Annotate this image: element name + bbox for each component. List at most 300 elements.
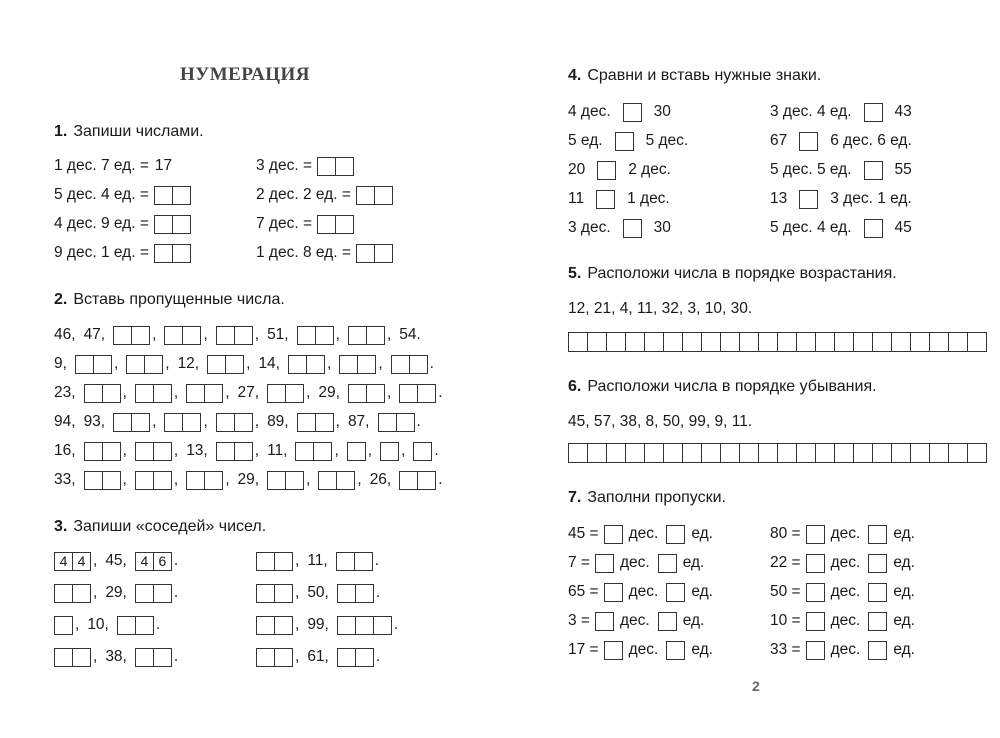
task-3-punct: , — [75, 616, 80, 633]
answer-cell[interactable] — [374, 245, 392, 262]
strip-cell[interactable] — [758, 333, 777, 351]
answer-cell[interactable] — [338, 617, 355, 634]
answer-box[interactable] — [216, 442, 253, 461]
answer-cell[interactable] — [313, 443, 331, 460]
answer-cell[interactable] — [153, 585, 171, 602]
answer-cell[interactable] — [348, 443, 365, 460]
answer-cell[interactable] — [187, 472, 204, 489]
answer-cell[interactable] — [355, 585, 373, 602]
task-1-right-column — [256, 155, 393, 264]
answer-cell[interactable] — [396, 414, 414, 431]
answer-cell[interactable] — [366, 385, 384, 402]
answer-box[interactable] — [391, 355, 428, 374]
answer-cell[interactable] — [306, 356, 324, 373]
answer-cell[interactable] — [869, 613, 886, 630]
answer-box[interactable] — [399, 471, 436, 490]
answer-box[interactable] — [868, 554, 887, 573]
answer-box[interactable] — [806, 612, 825, 631]
answer-box[interactable] — [806, 554, 825, 573]
answer-cell[interactable] — [55, 585, 72, 602]
strip-cell[interactable] — [682, 333, 701, 351]
strip-cell[interactable] — [587, 444, 606, 462]
answer-cell[interactable] — [131, 414, 149, 431]
answer-cell[interactable] — [225, 356, 243, 373]
answer-cell[interactable] — [136, 649, 153, 666]
answer-cell[interactable] — [153, 649, 171, 666]
answer-cell[interactable] — [182, 414, 200, 431]
answer-cell[interactable] — [624, 220, 641, 237]
task-7-tens-unit: дес. — [830, 641, 861, 658]
answer-box[interactable] — [658, 612, 677, 631]
answer-cell[interactable] — [667, 642, 684, 659]
answer-cell[interactable] — [337, 553, 354, 570]
answer-cell[interactable] — [102, 443, 120, 460]
answer-cell[interactable] — [274, 649, 292, 666]
answer-box[interactable] — [54, 584, 91, 603]
answer-cell[interactable] — [155, 187, 172, 204]
answer-cell[interactable] — [72, 585, 90, 602]
task-2-punct: , — [254, 413, 260, 430]
answer-cell[interactable]: 4 — [59, 552, 68, 569]
answer-cell[interactable] — [409, 356, 427, 373]
answer-box[interactable] — [84, 442, 121, 461]
task-2-punct: , — [335, 413, 340, 430]
answer-cell[interactable] — [102, 472, 120, 489]
answer-box[interactable] — [288, 355, 325, 374]
answer-cell[interactable] — [807, 526, 824, 543]
answer-box[interactable] — [399, 384, 436, 403]
answer-cell[interactable] — [807, 613, 824, 630]
answer-box[interactable] — [154, 186, 191, 205]
answer-cell[interactable] — [136, 443, 153, 460]
answer-cell[interactable] — [165, 414, 182, 431]
answer-cell[interactable] — [335, 216, 353, 233]
answer-cell[interactable] — [131, 327, 149, 344]
strip-cell[interactable] — [834, 444, 853, 462]
answer-cell[interactable] — [85, 385, 102, 402]
task-4-right-value: 6 дес. 6 ед. — [830, 132, 912, 149]
answer-cell[interactable] — [869, 642, 886, 659]
answer-cell[interactable] — [869, 584, 886, 601]
strip-cell[interactable] — [682, 444, 701, 462]
answer-box[interactable] — [267, 471, 304, 490]
answer-cell[interactable] — [336, 472, 354, 489]
answer-cell[interactable] — [155, 216, 172, 233]
answer-box[interactable] — [295, 442, 332, 461]
strip-cell[interactable] — [720, 333, 739, 351]
answer-cell[interactable] — [274, 553, 292, 570]
answer-cell[interactable] — [349, 385, 366, 402]
answer-cell[interactable] — [865, 220, 882, 237]
answer-cell[interactable] — [204, 385, 222, 402]
task-5-answer-strip[interactable] — [568, 332, 987, 352]
answer-cell[interactable] — [865, 162, 882, 179]
task-4-item — [568, 188, 688, 210]
answer-cell[interactable] — [605, 526, 622, 543]
answer-cell[interactable] — [153, 443, 171, 460]
answer-box[interactable] — [868, 525, 887, 544]
answer-cell[interactable] — [869, 555, 886, 572]
answer-box[interactable] — [54, 616, 73, 635]
answer-box[interactable] — [666, 583, 685, 602]
answer-box[interactable] — [135, 384, 172, 403]
answer-box[interactable] — [164, 413, 201, 432]
answer-cell[interactable] — [800, 191, 817, 208]
answer-cell[interactable] — [318, 158, 335, 175]
strip-cell[interactable] — [834, 333, 853, 351]
answer-cell[interactable] — [155, 245, 172, 262]
answer-box[interactable] — [336, 552, 373, 571]
answer-cell[interactable] — [153, 472, 171, 489]
answer-cell[interactable] — [136, 585, 153, 602]
answer-box[interactable] — [623, 219, 642, 238]
answer-box[interactable] — [347, 442, 366, 461]
answer-box[interactable] — [806, 641, 825, 660]
answer-cell[interactable] — [257, 649, 274, 666]
answer-cell[interactable] — [357, 356, 375, 373]
answer-box[interactable] — [84, 384, 121, 403]
answer-cell[interactable] — [296, 443, 313, 460]
answer-box[interactable] — [868, 641, 887, 660]
answer-cell[interactable] — [102, 385, 120, 402]
answer-cell[interactable] — [298, 327, 315, 344]
answer-box[interactable] — [356, 244, 393, 263]
answer-cell[interactable] — [289, 356, 306, 373]
answer-box[interactable] — [117, 616, 154, 635]
answer-box[interactable] — [356, 186, 393, 205]
strip-cell[interactable] — [796, 333, 815, 351]
answer-cell[interactable] — [800, 133, 817, 150]
answer-cell[interactable] — [144, 356, 162, 373]
answer-cell[interactable] — [624, 104, 641, 121]
answer-cell[interactable] — [659, 613, 676, 630]
answer-cell[interactable] — [659, 555, 676, 572]
answer-cell[interactable] — [93, 356, 111, 373]
answer-cell[interactable] — [667, 526, 684, 543]
answer-box[interactable] — [75, 355, 112, 374]
answer-cell[interactable] — [605, 642, 622, 659]
answer-cell[interactable] — [400, 472, 417, 489]
answer-cell[interactable] — [349, 327, 366, 344]
answer-cell[interactable] — [335, 158, 353, 175]
answer-box[interactable] — [135, 648, 172, 667]
answer-box[interactable] — [596, 190, 615, 209]
answer-cell[interactable] — [315, 414, 333, 431]
answer-cell[interactable] — [257, 553, 274, 570]
strip-cell[interactable] — [948, 333, 967, 351]
strip-cell[interactable] — [701, 444, 720, 462]
answer-cell[interactable] — [257, 617, 274, 634]
strip-cell[interactable] — [967, 333, 986, 351]
task-2-number: 46, — [54, 326, 76, 343]
answer-box[interactable] — [186, 384, 223, 403]
answer-cell[interactable] — [135, 617, 153, 634]
task-7-text: Заполни пропуски. — [587, 489, 726, 506]
answer-box[interactable] — [378, 413, 415, 432]
answer-box[interactable] — [658, 554, 677, 573]
answer-cell[interactable] — [417, 385, 435, 402]
answer-box[interactable] — [604, 583, 623, 602]
answer-box[interactable] — [348, 326, 385, 345]
strip-cell[interactable] — [701, 333, 720, 351]
task-2-number: 27, — [237, 384, 260, 401]
answer-cell[interactable]: 4 — [72, 553, 90, 570]
answer-box[interactable] — [597, 161, 616, 180]
answer-box[interactable] — [799, 190, 818, 209]
answer-cell[interactable] — [187, 385, 204, 402]
task-3-punct: . — [173, 552, 179, 569]
answer-cell[interactable] — [319, 472, 336, 489]
answer-cell[interactable] — [114, 327, 131, 344]
answer-box[interactable] — [868, 583, 887, 602]
answer-cell[interactable] — [165, 327, 182, 344]
answer-cell[interactable] — [285, 472, 303, 489]
answer-box[interactable] — [113, 326, 150, 345]
answer-cell[interactable] — [55, 649, 72, 666]
answer-cell[interactable] — [136, 472, 153, 489]
strip-cell[interactable] — [644, 444, 663, 462]
answer-box[interactable] — [806, 525, 825, 544]
strip-cell[interactable] — [815, 444, 834, 462]
answer-cell[interactable] — [298, 414, 315, 431]
strip-cell[interactable] — [910, 444, 929, 462]
answer-cell[interactable] — [85, 443, 102, 460]
strip-cell[interactable] — [910, 333, 929, 351]
answer-cell[interactable] — [807, 555, 824, 572]
answer-box[interactable] — [256, 648, 293, 667]
answer-box[interactable] — [135, 442, 172, 461]
answer-box[interactable] — [413, 442, 432, 461]
answer-cell[interactable] — [598, 162, 615, 179]
answer-cell[interactable] — [315, 327, 333, 344]
answer-cell[interactable] — [208, 356, 225, 373]
answer-box[interactable] — [615, 132, 634, 151]
answer-cell[interactable] — [414, 443, 431, 460]
answer-cell[interactable] — [274, 585, 292, 602]
answer-cell[interactable] — [268, 472, 285, 489]
answer-box[interactable] — [380, 442, 399, 461]
answer-cell[interactable]: 6 — [153, 553, 171, 570]
task-2-number: 51, — [267, 326, 289, 343]
answer-box[interactable] — [297, 326, 334, 345]
answer-cell[interactable] — [234, 443, 252, 460]
strip-cell[interactable] — [948, 444, 967, 462]
strip-cell[interactable] — [891, 444, 910, 462]
answer-box[interactable] — [864, 103, 883, 122]
answer-cell[interactable] — [374, 187, 392, 204]
task-2-punct: , — [165, 355, 170, 372]
answer-cell[interactable] — [136, 385, 153, 402]
task-7-ones-unit: ед. — [682, 612, 705, 629]
task-4-item — [770, 130, 912, 152]
answer-box[interactable] — [54, 648, 91, 667]
answer-cell[interactable] — [616, 133, 633, 150]
strip-cell[interactable] — [606, 444, 625, 462]
answer-box[interactable] — [318, 471, 355, 490]
answer-cell[interactable] — [373, 617, 391, 634]
answer-box[interactable] — [799, 132, 818, 151]
strip-cell[interactable] — [569, 444, 587, 462]
strip-cell[interactable] — [891, 333, 910, 351]
answer-cell[interactable] — [357, 187, 374, 204]
answer-box[interactable] — [154, 215, 191, 234]
answer-box[interactable] — [595, 554, 614, 573]
answer-box[interactable] — [339, 355, 376, 374]
answer-cell[interactable] — [153, 385, 171, 402]
answer-box[interactable] — [348, 384, 385, 403]
strip-cell[interactable] — [625, 333, 644, 351]
answer-box[interactable] — [154, 244, 191, 263]
strip-cell[interactable] — [569, 333, 587, 351]
answer-cell[interactable] — [114, 414, 131, 431]
answer-box[interactable] — [317, 157, 354, 176]
strip-cell[interactable] — [777, 444, 796, 462]
strip-cell[interactable] — [606, 333, 625, 351]
answer-box[interactable] — [216, 326, 253, 345]
answer-cell[interactable] — [274, 617, 292, 634]
answer-cell[interactable] — [338, 585, 355, 602]
answer-box[interactable] — [256, 584, 293, 603]
strip-cell[interactable] — [777, 333, 796, 351]
answer-box[interactable] — [868, 612, 887, 631]
answer-box[interactable] — [186, 471, 223, 490]
answer-box[interactable] — [595, 612, 614, 631]
answer-box[interactable] — [84, 471, 121, 490]
answer-box[interactable] — [135, 584, 172, 603]
answer-cell[interactable] — [400, 385, 417, 402]
strip-cell[interactable] — [872, 444, 891, 462]
answer-box[interactable] — [256, 616, 293, 635]
answer-cell[interactable] — [379, 414, 396, 431]
answer-cell[interactable] — [172, 187, 190, 204]
answer-box[interactable] — [113, 413, 150, 432]
answer-box[interactable] — [806, 583, 825, 602]
answer-box[interactable] — [135, 552, 172, 571]
strip-cell[interactable] — [644, 333, 663, 351]
answer-cell[interactable] — [865, 104, 882, 121]
answer-cell[interactable] — [172, 216, 190, 233]
answer-cell[interactable] — [596, 555, 613, 572]
answer-box[interactable] — [297, 413, 334, 432]
answer-cell[interactable] — [217, 327, 234, 344]
task-6-answer-strip[interactable] — [568, 443, 987, 463]
answer-box[interactable] — [864, 161, 883, 180]
answer-cell[interactable] — [807, 584, 824, 601]
answer-box[interactable] — [666, 525, 685, 544]
answer-box[interactable] — [267, 384, 304, 403]
strip-cell[interactable] — [587, 333, 606, 351]
answer-cell[interactable] — [366, 327, 384, 344]
answer-cell[interactable] — [355, 617, 373, 634]
answer-cell[interactable] — [257, 585, 274, 602]
answer-box[interactable] — [317, 215, 354, 234]
strip-cell[interactable] — [663, 444, 682, 462]
answer-cell[interactable] — [72, 649, 90, 666]
answer-cell[interactable] — [76, 356, 93, 373]
answer-cell[interactable]: 4 — [140, 552, 149, 569]
strip-cell[interactable] — [929, 444, 948, 462]
answer-cell[interactable] — [597, 191, 614, 208]
answer-box[interactable] — [207, 355, 244, 374]
answer-cell[interactable] — [605, 584, 622, 601]
answer-cell[interactable] — [318, 216, 335, 233]
answer-box[interactable] — [126, 355, 163, 374]
task-2-number: 94, — [54, 413, 76, 430]
answer-cell[interactable] — [217, 443, 234, 460]
answer-cell[interactable] — [807, 642, 824, 659]
answer-cell[interactable] — [340, 356, 357, 373]
answer-box[interactable] — [604, 525, 623, 544]
answer-cell[interactable] — [55, 617, 72, 634]
strip-cell[interactable] — [758, 444, 777, 462]
strip-cell[interactable] — [625, 444, 644, 462]
answer-box[interactable] — [666, 641, 685, 660]
answer-cell[interactable] — [417, 472, 435, 489]
answer-box[interactable] — [337, 648, 374, 667]
strip-cell[interactable] — [853, 333, 872, 351]
strip-cell[interactable] — [739, 333, 758, 351]
answer-cell[interactable] — [127, 356, 144, 373]
strip-cell[interactable] — [720, 444, 739, 462]
answer-cell[interactable] — [392, 356, 409, 373]
task-3-left-column — [54, 550, 178, 668]
strip-cell[interactable] — [929, 333, 948, 351]
answer-cell[interactable] — [667, 584, 684, 601]
answer-box[interactable] — [216, 413, 253, 432]
answer-cell[interactable] — [204, 472, 222, 489]
answer-cell[interactable] — [596, 613, 613, 630]
strip-cell[interactable] — [739, 444, 758, 462]
answer-cell[interactable] — [172, 245, 190, 262]
answer-box[interactable] — [337, 584, 374, 603]
strip-cell[interactable] — [815, 333, 834, 351]
answer-cell[interactable] — [357, 245, 374, 262]
answer-box[interactable] — [623, 103, 642, 122]
task-7-tens-unit: дес. — [619, 612, 650, 629]
answer-cell[interactable] — [355, 649, 373, 666]
answer-cell[interactable] — [381, 443, 398, 460]
strip-cell[interactable] — [853, 444, 872, 462]
task-7-tens-unit: дес. — [830, 554, 861, 571]
answer-cell[interactable] — [234, 327, 252, 344]
strip-cell[interactable] — [796, 444, 815, 462]
strip-cell[interactable] — [967, 444, 986, 462]
answer-cell[interactable] — [285, 385, 303, 402]
page-number: 2 — [752, 678, 760, 694]
answer-cell[interactable] — [182, 327, 200, 344]
answer-box[interactable] — [604, 641, 623, 660]
answer-box[interactable] — [256, 552, 293, 571]
answer-box[interactable] — [864, 219, 883, 238]
answer-box[interactable] — [54, 552, 91, 571]
answer-cell[interactable] — [338, 649, 355, 666]
answer-cell[interactable] — [217, 414, 234, 431]
answer-cell[interactable] — [354, 553, 372, 570]
answer-cell[interactable] — [85, 472, 102, 489]
strip-cell[interactable] — [663, 333, 682, 351]
strip-cell[interactable] — [872, 333, 891, 351]
answer-cell[interactable] — [268, 385, 285, 402]
task-7-item — [568, 639, 713, 661]
task-7-label: 65 = — [568, 583, 599, 600]
answer-cell[interactable] — [869, 526, 886, 543]
answer-cell[interactable] — [234, 414, 252, 431]
task-2-punct: . — [438, 384, 443, 401]
answer-box[interactable] — [135, 471, 172, 490]
answer-box[interactable] — [337, 616, 392, 635]
answer-cell[interactable] — [118, 617, 135, 634]
answer-box[interactable] — [164, 326, 201, 345]
